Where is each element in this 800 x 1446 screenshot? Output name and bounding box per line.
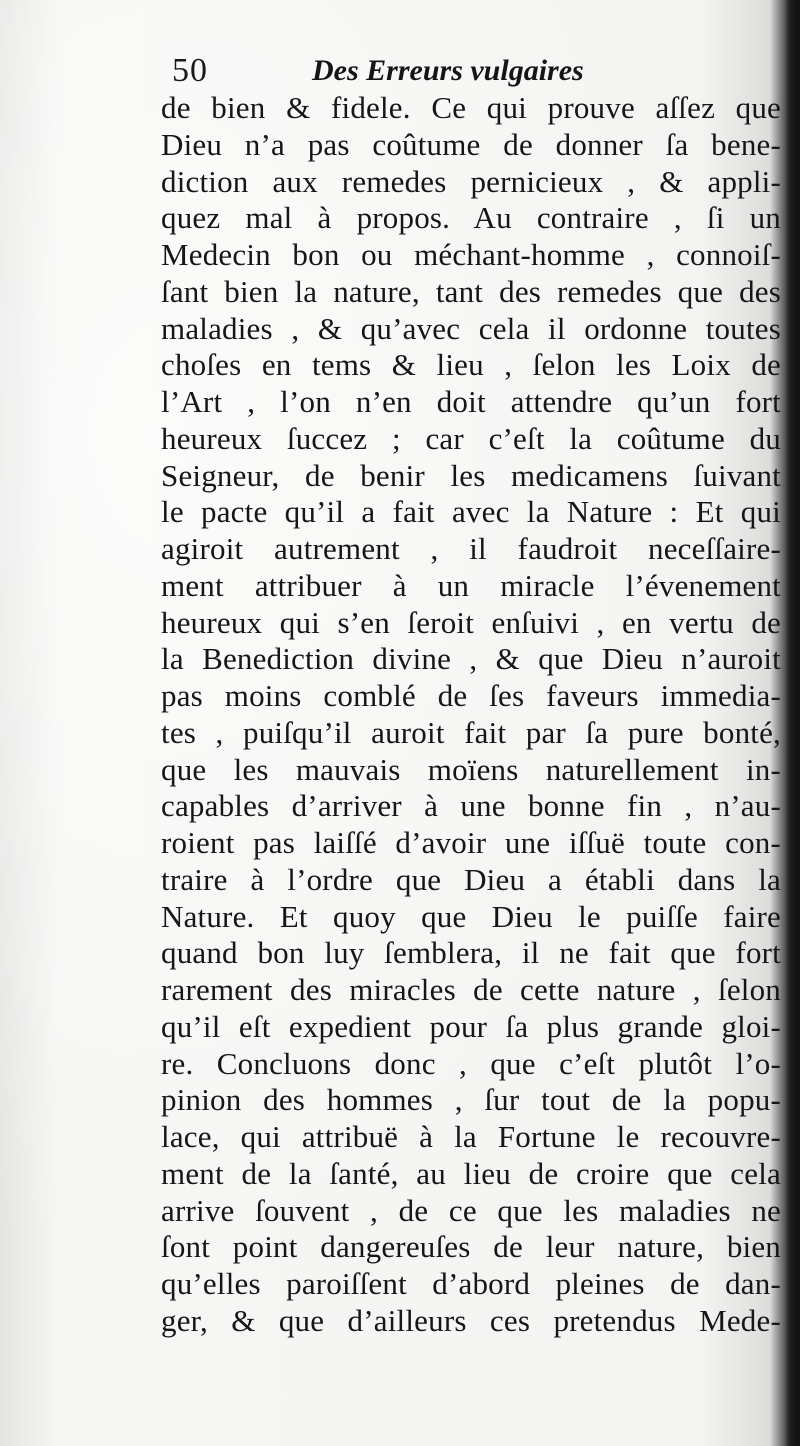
text-line: Medecin bon ou méchant-homme , connoiſ- xyxy=(161,237,781,272)
text-line: la Benediction divine , & que Dieu n’auroit xyxy=(161,641,781,677)
text-line: ſont point dangereuſes de leur nature, bien xyxy=(161,1229,781,1265)
text-line: Nature. Et quoy que Dieu le puiſſe faire xyxy=(161,898,781,934)
text-line: maladies , & qu’avec cela il ordonne toutes xyxy=(161,310,781,346)
text-line: qu’il eſt expedient pour ſa plus grande gloi- xyxy=(161,1008,781,1044)
text-line: de bien & fidele. Ce qui prouve aſſez que xyxy=(161,90,781,125)
text-line: traire à l’ordre que Dieu a établi dans la xyxy=(161,861,781,897)
text-line: ment de la ſanté, au lieu de croire que cela xyxy=(161,1155,781,1191)
page-header xyxy=(172,50,652,94)
text-line: le pacte qu’il a fait avec la Nature : Et qui xyxy=(161,494,781,530)
text-line: ment attribuer à un miracle l’évenement xyxy=(161,567,781,603)
text-line: ger, & que d’ailleurs ces pretendus Mede- xyxy=(161,1302,781,1338)
text-line: choſes en tems & lieu , ſelon les Loix de xyxy=(161,347,781,383)
text-line: tes , puiſqu’il auroit fait par ſa pure bonté, xyxy=(161,714,781,750)
running-title: Des Erreurs vulgaires xyxy=(312,54,584,87)
page-number: 50 xyxy=(172,52,208,89)
text-line: qu’elles paroiſſent d’abord pleines de dan- xyxy=(161,1266,781,1301)
text-line: pas moins comblé de ſes faveurs immedia- xyxy=(161,678,781,713)
text-line: l’Art , l’on n’en doit attendre qu’un fort xyxy=(161,384,781,419)
body-text xyxy=(161,90,781,1340)
text-line: capables d’arriver à une bonne fin , n’au- xyxy=(161,788,781,824)
text-line: que les mauvais moïens naturellement in- xyxy=(161,751,781,787)
text-line: Seigneur, de benir les medicamens ſuivant xyxy=(161,457,781,493)
text-line: roient pas laiſſé d’avoir une iſſuë toute con- xyxy=(161,825,781,860)
text-line: ſant bien la nature, tant des remedes que des xyxy=(161,273,781,309)
text-line: agiroit autrement , il faudroit neceſſaire- xyxy=(161,531,781,566)
text-line: lace, qui attribuë à la Fortune le recouvre- xyxy=(161,1119,781,1154)
text-line: re. Concluons donc , que c’eſt plutôt l’o- xyxy=(161,1045,781,1081)
text-line: rarement des miracles de cette nature , ſelon xyxy=(161,972,781,1007)
text-line: heureux ſuccez ; car c’eſt la coûtume du xyxy=(161,420,781,456)
text-line: quez mal à propos. Au contraire , ſi un xyxy=(161,200,781,236)
text-line: pinion des hommes , ſur tout de la popu- xyxy=(161,1082,781,1118)
text-line: diction aux remedes pernicieux , & appli- xyxy=(161,163,781,199)
text-line: quand bon luy ſemblera, il ne fait que fort xyxy=(161,935,781,971)
text-line: Dieu n’a pas coûtume de donner ſa bene- xyxy=(161,126,781,162)
text-line: heureux qui s’en ſeroit enſuivi , en vertu de xyxy=(161,604,781,640)
text-line: arrive ſouvent , de ce que les maladies ne xyxy=(161,1192,781,1228)
